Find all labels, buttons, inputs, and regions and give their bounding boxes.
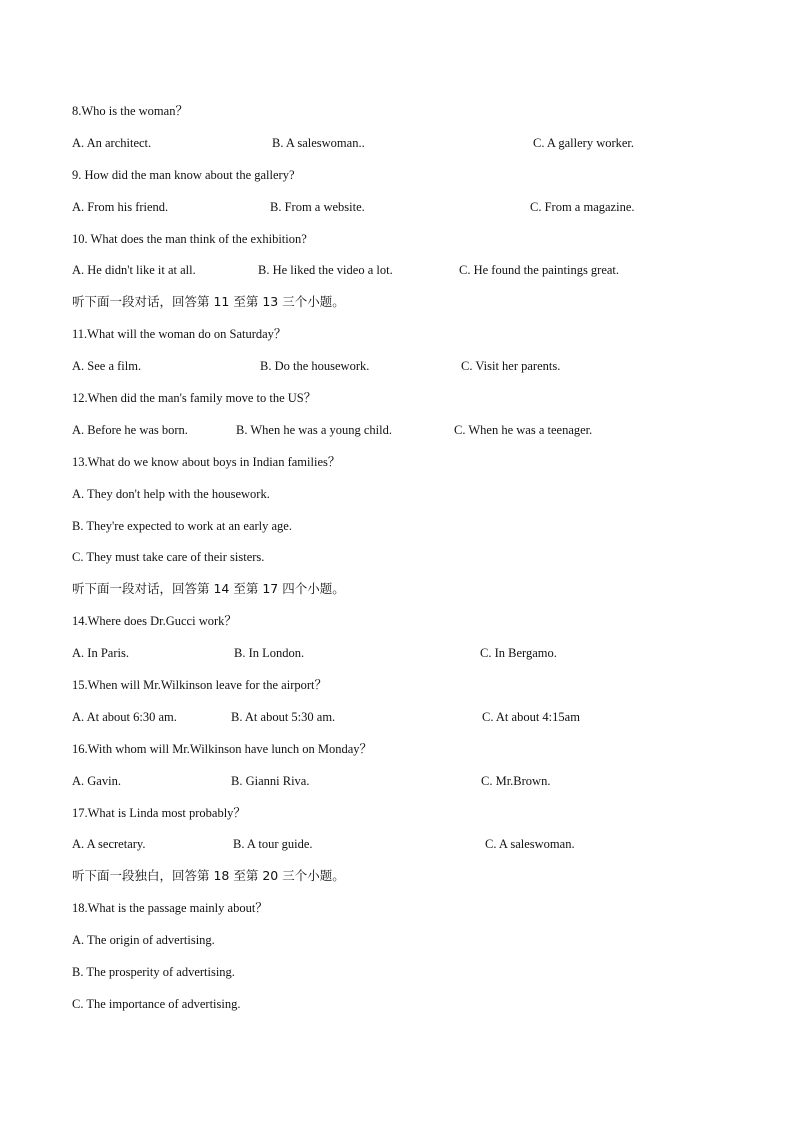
- question-16: 16.With whom will Mr.Wilkinson have lunch on Monday？: [72, 741, 373, 756]
- section-heading: 听下面一段对话，回答第 14 至第 17 四个小题。: [72, 581, 345, 597]
- option-a: A. He didn't like it at all.: [72, 263, 196, 278]
- option-c: C. He found the paintings great.: [459, 263, 620, 278]
- option-b: B. A tour guide.: [233, 837, 313, 852]
- option-a: A. In Paris.: [72, 646, 129, 661]
- option-b: B. He liked the video a lot.: [258, 263, 393, 278]
- option-a: A. An architect.: [72, 135, 152, 150]
- option-c: C. A saleswoman.: [485, 837, 575, 852]
- question-11: 11.What will the woman do on Saturday？: [72, 327, 287, 342]
- option-c: C. At about 4:15am: [482, 709, 580, 724]
- section-heading: 听下面一段对话，回答第 11 至第 13 三个小题。: [72, 294, 345, 310]
- options-10: [72, 260, 752, 292]
- option-c: C. Mr.Brown.: [481, 773, 551, 788]
- question-9: 9. How did the man know about the gallery?: [72, 167, 295, 182]
- question-8: 8.Who is the woman？: [72, 104, 188, 118]
- question-18: 18.What is the passage mainly about？: [72, 901, 268, 916]
- option-a: A. The origin of advertising.: [72, 933, 215, 948]
- option-b: B. Do the housework.: [260, 359, 370, 374]
- option-c: C. They must take care of their sisters.: [72, 550, 265, 565]
- option-c: C. In Bergamo.: [480, 646, 557, 661]
- option-b: B. A saleswoman..: [272, 135, 365, 150]
- options-16: [72, 771, 752, 803]
- question-17: 17.What is Linda most probably？: [72, 805, 246, 820]
- question-12: 12.When did the man's family move to the US？: [72, 391, 317, 406]
- option-c: C. Visit her parents.: [461, 359, 561, 374]
- options-14: [72, 643, 752, 675]
- question-14: 14.Where does Dr.Gucci work？: [72, 614, 237, 629]
- options-8: [72, 133, 752, 165]
- options-15: [72, 707, 752, 739]
- option-a: A. From his friend.: [72, 199, 169, 214]
- option-b: B. From a website.: [270, 199, 365, 214]
- exam-content: [72, 101, 752, 1026]
- option-c: C. The importance of advertising.: [72, 996, 241, 1011]
- question-13: 13.What do we know about boys in Indian families？: [72, 454, 341, 469]
- option-a: A. Before he was born.: [72, 422, 188, 437]
- option-a: A. Gavin.: [72, 773, 121, 788]
- question-15: 15.When will Mr.Wilkinson leave for the airport？: [72, 678, 327, 693]
- options-11: [72, 356, 752, 388]
- options-17: [72, 834, 752, 866]
- options-12: [72, 420, 752, 452]
- option-b: B. At about 5:30 am.: [231, 709, 336, 724]
- option-c: C. When he was a teenager.: [454, 422, 593, 437]
- options-9: [72, 197, 752, 229]
- option-a: A. At about 6:30 am.: [72, 709, 177, 724]
- option-b: B. Gianni Riva.: [231, 773, 310, 788]
- option-b: B. They're expected to work at an early age.: [72, 518, 292, 533]
- section-heading: 听下面一段独白，回答第 18 至第 20 三个小题。: [72, 868, 345, 884]
- option-b: B. The prosperity of advertising.: [72, 965, 235, 980]
- option-c: C. From a magazine.: [530, 199, 635, 214]
- option-a: A. See a film.: [72, 359, 142, 374]
- option-b: B. When he was a young child.: [236, 422, 392, 437]
- option-c: C. A gallery worker.: [533, 135, 635, 150]
- option-a: A. They don't help with the housework.: [72, 486, 270, 501]
- question-10: 10. What does the man think of the exhibition?: [72, 231, 307, 246]
- option-a: A. A secretary.: [72, 837, 146, 852]
- option-b: B. In London.: [234, 646, 305, 661]
